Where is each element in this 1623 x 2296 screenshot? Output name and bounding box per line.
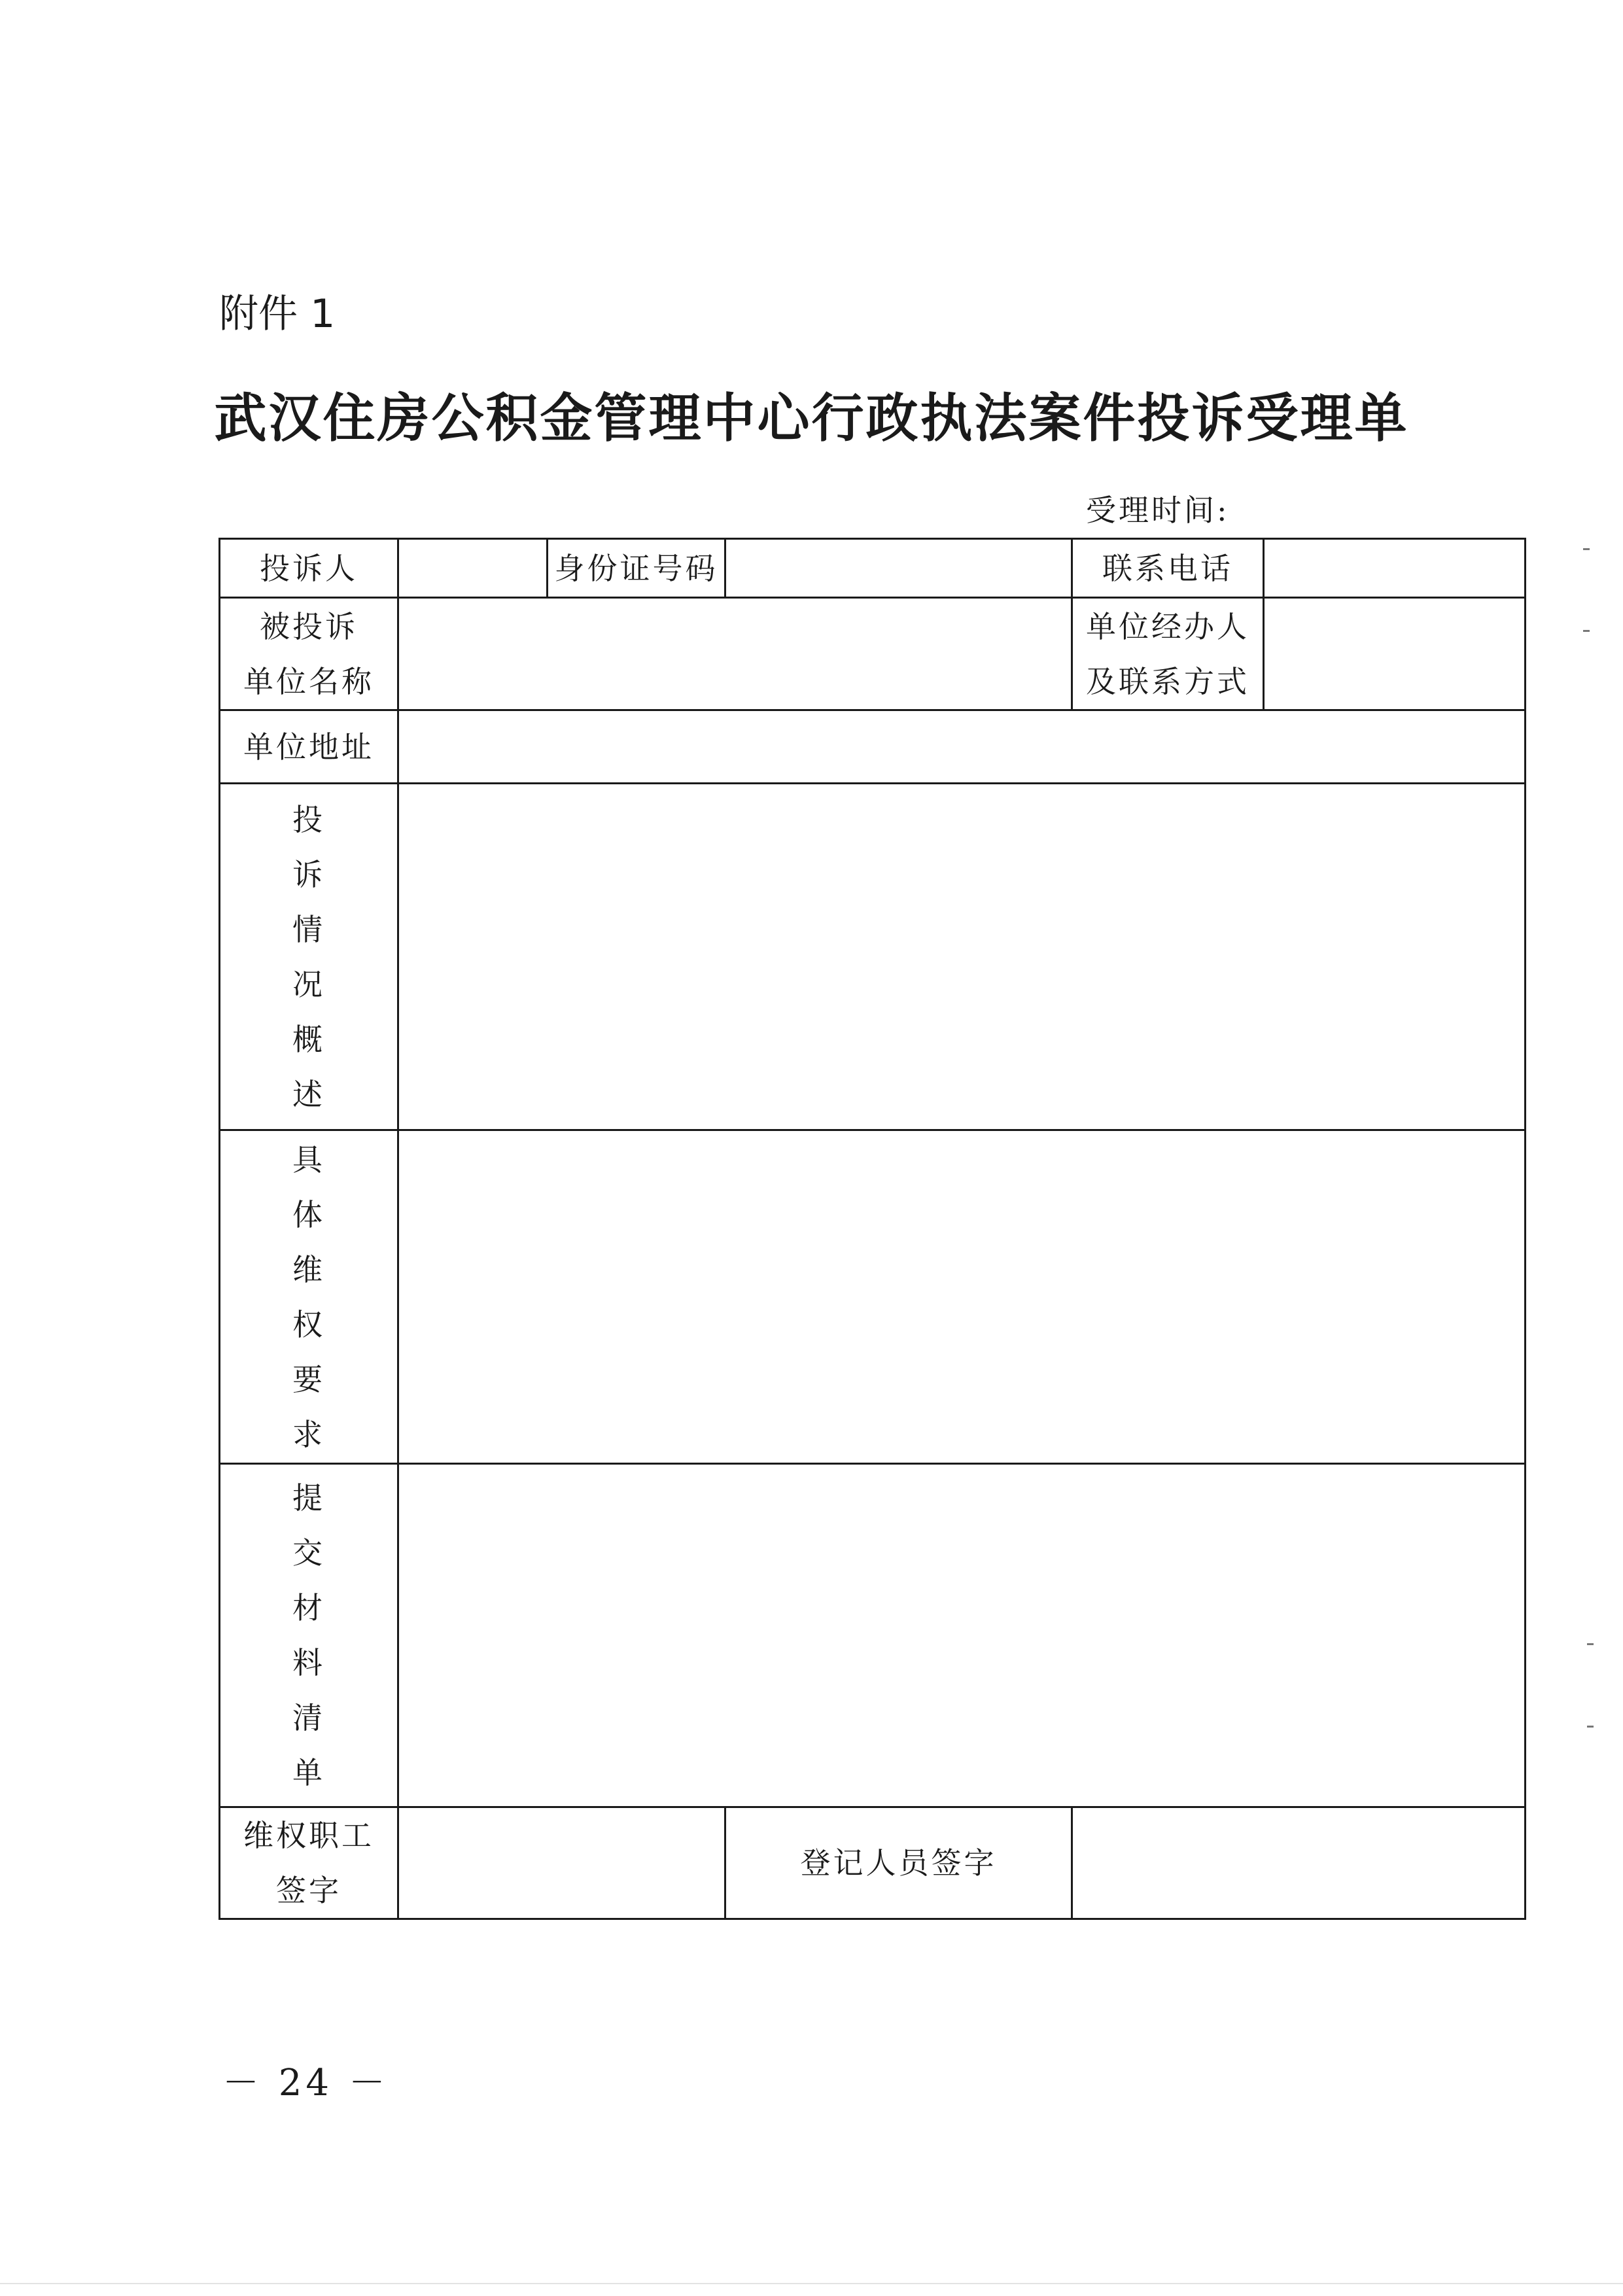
address-label: 单位地址 (220, 710, 398, 784)
receive-time-label: 受理时间: (1086, 493, 1230, 528)
handler-label-line1: 单位经办人 (1086, 608, 1249, 644)
address-field[interactable] (398, 710, 1526, 784)
table-row (220, 1807, 1526, 1919)
demands-label-char: 求 (292, 1416, 325, 1452)
demands-label-char: 要 (292, 1361, 325, 1397)
materials-label-char: 交 (292, 1535, 325, 1571)
scan-speck (1587, 1726, 1594, 1728)
registrar-sign-label: 登记人员签字 (725, 1807, 1072, 1919)
staff-sign-field[interactable] (398, 1807, 725, 1919)
summary-field[interactable] (398, 784, 1526, 1130)
table-row (220, 1130, 1526, 1464)
complaint-form-table (218, 538, 1526, 1920)
summary-label-char: 情 (292, 911, 325, 947)
demands-field[interactable] (398, 1130, 1526, 1464)
id-number-field[interactable] (725, 539, 1072, 598)
respondent-label-line1: 被投诉 (260, 608, 358, 644)
materials-label-char: 清 (292, 1700, 325, 1735)
staff-sign-label-line2: 签字 (276, 1873, 341, 1908)
table-row (220, 710, 1526, 784)
page-number: － 24 － (222, 2062, 389, 2104)
demands-label-char: 权 (292, 1306, 325, 1342)
phone-label: 联系电话 (1072, 539, 1264, 598)
handler-field[interactable] (1264, 598, 1526, 710)
complainant-field[interactable] (398, 539, 548, 598)
phone-field[interactable] (1264, 539, 1526, 598)
handler-label-line2: 及联系方式 (1086, 663, 1249, 699)
materials-field[interactable] (398, 1464, 1526, 1807)
staff-sign-label-line1: 维权职工 (243, 1818, 374, 1853)
table-row (220, 784, 1526, 1130)
materials-label-char: 提 (292, 1480, 325, 1516)
respondent-label (220, 598, 398, 710)
id-number-label: 身份证号码 (548, 539, 725, 598)
materials-label-char: 材 (292, 1590, 325, 1626)
table-row (220, 1464, 1526, 1807)
scan-speck (1583, 548, 1590, 550)
demands-label (220, 1130, 398, 1464)
materials-label-char: 料 (292, 1645, 325, 1680)
respondent-field[interactable] (398, 598, 1072, 710)
respondent-label-line2: 单位名称 (243, 663, 374, 699)
summary-label-char: 诉 (292, 856, 325, 892)
summary-label-char: 概 (292, 1021, 325, 1057)
attachment-label: 附件 1 (219, 291, 336, 337)
complainant-label: 投诉人 (220, 539, 398, 598)
registrar-sign-field[interactable] (1072, 1807, 1526, 1919)
summary-label-char: 述 (292, 1076, 325, 1112)
materials-label (220, 1464, 398, 1807)
summary-label-char: 投 (292, 801, 325, 837)
table-row (220, 598, 1526, 710)
handler-label (1072, 598, 1264, 710)
page-bottom-edge (0, 2283, 1623, 2284)
demands-label-char: 维 (292, 1251, 325, 1287)
demands-label-char: 具 (292, 1141, 325, 1177)
document-title: 武汉住房公积金管理中心行政执法案件投诉受理单 (214, 388, 1409, 449)
scan-speck (1587, 1643, 1594, 1645)
table-row (220, 539, 1526, 598)
materials-label-char: 单 (292, 1755, 325, 1790)
demands-label-char: 体 (292, 1196, 325, 1232)
staff-sign-label (220, 1807, 398, 1919)
summary-label-char: 况 (292, 966, 325, 1002)
scan-speck (1583, 630, 1590, 632)
summary-label (220, 784, 398, 1130)
